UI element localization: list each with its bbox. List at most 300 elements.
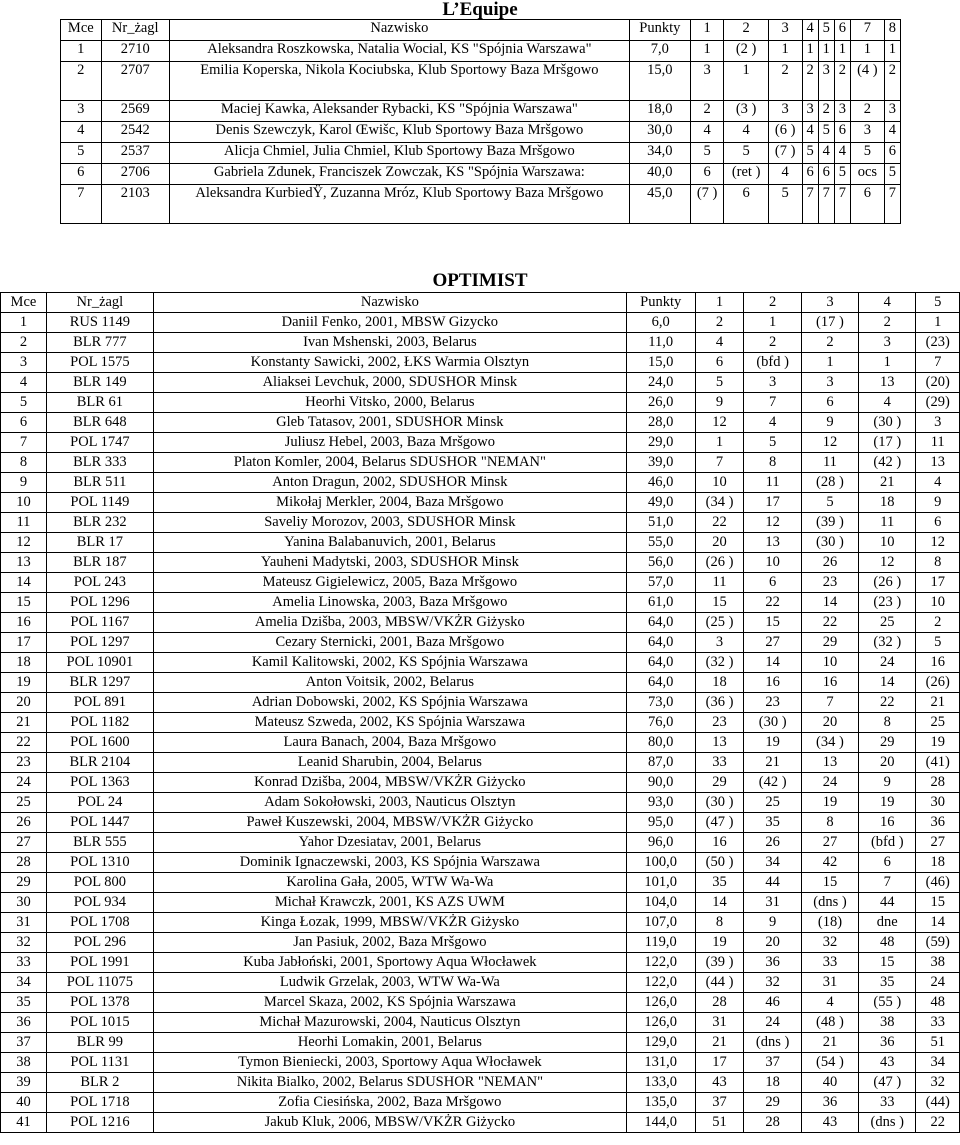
table-cell: 29 <box>1 873 47 893</box>
table-cell: 15 <box>916 893 960 913</box>
table-row <box>61 41 901 62</box>
table-cell: 6 <box>801 393 858 413</box>
table-cell: 36 <box>801 1093 858 1113</box>
table-cell: Michał Krawczk, 2001, KS AZS UWM <box>153 893 626 913</box>
table-cell: 22 <box>916 1113 960 1133</box>
table-cell: 3 <box>1 353 47 373</box>
table-cell: Emilia Koperska, Nikola Kociubska, Klub Sportowy Baza Mršgowo <box>169 62 629 101</box>
table-row <box>1 633 960 653</box>
table-cell: 90,0 <box>626 773 695 793</box>
table-cell: 35 <box>859 973 916 993</box>
table-cell: (bfd ) <box>859 833 916 853</box>
table-cell: POL 1600 <box>46 733 153 753</box>
table-cell: 21 <box>859 473 916 493</box>
table-cell: (44 ) <box>695 973 744 993</box>
table-cell: Dominik Ignaczewski, 2003, KS Spójnia Warszawa <box>153 853 626 873</box>
table-cell: 8 <box>916 553 960 573</box>
table-row <box>1 433 960 453</box>
table-cell: 12 <box>695 413 744 433</box>
table-row <box>1 753 960 773</box>
table-row <box>1 993 960 1013</box>
table-cell: POL 24 <box>46 793 153 813</box>
table-cell: 2 <box>744 333 801 353</box>
table-cell: 4 <box>1 373 47 393</box>
table-cell: Laura Banach, 2004, Baza Mršgowo <box>153 733 626 753</box>
table-cell: 28 <box>744 1113 801 1133</box>
table-cell: 1 <box>744 313 801 333</box>
table-cell: POL 934 <box>46 893 153 913</box>
table-cell: POL 296 <box>46 933 153 953</box>
table-cell: 36 <box>744 953 801 973</box>
table-cell: 9 <box>916 493 960 513</box>
table-cell: Kuba Jabłoński, 2001, Sportowy Aqua Włocławek <box>153 953 626 973</box>
table-cell: 3 <box>851 122 885 143</box>
table-cell: 6 <box>916 513 960 533</box>
table-cell: 23 <box>1 753 47 773</box>
table-cell: 2537 <box>101 143 169 164</box>
table-cell: 43 <box>801 1113 858 1133</box>
header-cell: Nazwisko <box>153 293 626 313</box>
table-cell: 2 <box>818 101 834 122</box>
table-cell: BLR 333 <box>46 453 153 473</box>
table-cell: Aliaksei Levchuk, 2000, SDUSHOR Minsk <box>153 373 626 393</box>
table-cell: 33 <box>859 1093 916 1113</box>
table-cell: (17 ) <box>801 313 858 333</box>
table-cell: 19 <box>916 733 960 753</box>
table-cell: POL 1447 <box>46 813 153 833</box>
table-cell: POL 1378 <box>46 993 153 1013</box>
table-cell: 18 <box>859 493 916 513</box>
header-cell: 1 <box>690 20 724 41</box>
table-cell: 3 <box>768 101 802 122</box>
table-row <box>1 1093 960 1113</box>
table-cell: 18 <box>1 653 47 673</box>
table-cell: 2 <box>768 62 802 101</box>
table-cell: 14 <box>1 573 47 593</box>
table-cell: Jan Pasiuk, 2002, Baza Mršgowo <box>153 933 626 953</box>
table-cell: 10 <box>801 653 858 673</box>
table-cell: 38 <box>859 1013 916 1033</box>
table-cell: 6,0 <box>626 313 695 333</box>
table-cell: (39 ) <box>801 513 858 533</box>
table-cell: Amelia Linowska, 2003, Baza Mršgowo <box>153 593 626 613</box>
table-cell: Adam Sokołowski, 2003, Nauticus Olsztyn <box>153 793 626 813</box>
header-cell: 4 <box>859 293 916 313</box>
header-row <box>61 20 901 41</box>
table-cell: 3 <box>61 101 102 122</box>
table-cell: 38 <box>916 953 960 973</box>
optimist-section-title: OPTIMIST <box>432 270 528 291</box>
table-cell: 7 <box>801 693 858 713</box>
table-cell: 1 <box>801 353 858 373</box>
table-row <box>61 164 901 185</box>
table-cell: 80,0 <box>626 733 695 753</box>
table-cell: 29 <box>744 1093 801 1113</box>
table-cell: 22 <box>801 613 858 633</box>
table-cell: 16 <box>744 673 801 693</box>
table-cell: 2542 <box>101 122 169 143</box>
table-cell: 1 <box>851 41 885 62</box>
table-cell: (26 ) <box>695 553 744 573</box>
table-row <box>1 413 960 433</box>
table-cell: 14 <box>744 653 801 673</box>
table-cell: 22 <box>744 593 801 613</box>
table-cell: 33 <box>801 953 858 973</box>
table-cell: 2 <box>61 62 102 101</box>
table-cell: BLR 61 <box>46 393 153 413</box>
table-cell: BLR 99 <box>46 1033 153 1053</box>
header-cell: 3 <box>801 293 858 313</box>
table-cell: (ret ) <box>724 164 768 185</box>
table-cell: POL 1363 <box>46 773 153 793</box>
table-cell: 12 <box>916 533 960 553</box>
table-cell: 20 <box>1 693 47 713</box>
table-cell: 3 <box>818 62 834 101</box>
table-cell: (18) <box>801 913 858 933</box>
table-cell: 51 <box>916 1033 960 1053</box>
table-row <box>1 813 960 833</box>
table-cell: Ivan Mshenski, 2003, Belarus <box>153 333 626 353</box>
table-cell: 26 <box>1 813 47 833</box>
table-cell: 133,0 <box>626 1073 695 1093</box>
table-row <box>1 533 960 553</box>
optimist-results-table <box>0 292 960 1133</box>
table-cell: 6 <box>690 164 724 185</box>
table-cell: (46) <box>916 873 960 893</box>
table-cell: (dns ) <box>859 1113 916 1133</box>
table-cell: (28 ) <box>801 473 858 493</box>
table-cell: 1 <box>834 41 850 62</box>
table-cell: 3 <box>834 101 850 122</box>
table-cell: (30 ) <box>801 533 858 553</box>
table-cell: 8 <box>1 453 47 473</box>
table-cell: 64,0 <box>626 613 695 633</box>
table-cell: 2 <box>834 62 850 101</box>
table-cell: 8 <box>801 813 858 833</box>
table-cell: BLR 17 <box>46 533 153 553</box>
table-cell: dne <box>859 913 916 933</box>
table-row <box>1 793 960 813</box>
table-cell: 20 <box>744 933 801 953</box>
table-cell: 122,0 <box>626 973 695 993</box>
table-cell: 48 <box>916 993 960 1013</box>
table-cell: 3 <box>690 62 724 101</box>
table-cell: Karolina Gała, 2005, WTW Wa-Wa <box>153 873 626 893</box>
table-cell: POL 1718 <box>46 1093 153 1113</box>
table-row <box>1 833 960 853</box>
table-cell: 6 <box>802 164 818 185</box>
table-cell: 13 <box>916 453 960 473</box>
table-cell: (36 ) <box>695 693 744 713</box>
table-cell: (dns ) <box>744 1033 801 1053</box>
table-cell: 7 <box>818 185 834 224</box>
table-cell: 31 <box>695 1013 744 1033</box>
table-cell: POL 891 <box>46 693 153 713</box>
table-cell: 17 <box>744 493 801 513</box>
table-cell: 4 <box>884 122 900 143</box>
table-cell: 18,0 <box>629 101 690 122</box>
table-cell: 6 <box>744 573 801 593</box>
table-cell: 4 <box>916 473 960 493</box>
table-cell: Konstanty Sawicki, 2002, ŁKS Warmia Olsztyn <box>153 353 626 373</box>
table-cell: 21 <box>695 1033 744 1053</box>
table-cell: (7 ) <box>690 185 724 224</box>
table-cell: 12 <box>859 553 916 573</box>
table-cell: 64,0 <box>626 633 695 653</box>
table-cell: 129,0 <box>626 1033 695 1053</box>
table-cell: Tymon Bieniecki, 2003, Sportowy Aqua Włocławek <box>153 1053 626 1073</box>
header-cell: 6 <box>834 20 850 41</box>
table-cell: 56,0 <box>626 553 695 573</box>
table-cell: (25 ) <box>695 613 744 633</box>
table-cell: (39 ) <box>695 953 744 973</box>
table-cell: (34 ) <box>695 493 744 513</box>
table-cell: 21 <box>744 753 801 773</box>
table-cell: 43 <box>859 1053 916 1073</box>
table-cell: 4 <box>768 164 802 185</box>
table-cell: (23 ) <box>859 593 916 613</box>
table-cell: (42 ) <box>859 453 916 473</box>
table-row <box>1 1013 960 1033</box>
table-cell: Mateusz Gigielewicz, 2005, Baza Mršgowo <box>153 573 626 593</box>
table-cell: Michał Mazurowski, 2004, Nauticus Olsztyn <box>153 1013 626 1033</box>
table-cell: 4 <box>818 143 834 164</box>
table-cell: 12 <box>801 433 858 453</box>
table-cell: Konrad Dzišba, 2004, MBSW/VKŻR Giżycko <box>153 773 626 793</box>
table-cell: 5 <box>884 164 900 185</box>
table-row <box>1 693 960 713</box>
table-cell: 14 <box>801 593 858 613</box>
table-cell: 44 <box>744 873 801 893</box>
table-cell: 73,0 <box>626 693 695 713</box>
table-row <box>1 553 960 573</box>
table-row <box>1 473 960 493</box>
table-row <box>1 673 960 693</box>
table-cell: 1 <box>768 41 802 62</box>
table-cell: 15 <box>1 593 47 613</box>
table-cell: 5 <box>834 164 850 185</box>
table-cell: 5 <box>768 185 802 224</box>
table-cell: 6 <box>695 353 744 373</box>
table-cell: 12 <box>1 533 47 553</box>
table-cell: 45,0 <box>629 185 690 224</box>
table-cell: 14 <box>695 893 744 913</box>
table-row <box>1 593 960 613</box>
table-cell: Heorhi Vitsko, 2000, Belarus <box>153 393 626 413</box>
table-cell: 19 <box>801 793 858 813</box>
table-cell: (29) <box>916 393 960 413</box>
table-cell: 61,0 <box>626 593 695 613</box>
table-cell: 135,0 <box>626 1093 695 1113</box>
table-cell: 24 <box>1 773 47 793</box>
table-cell: 32 <box>916 1073 960 1093</box>
table-cell: (3 ) <box>724 101 768 122</box>
table-cell: 107,0 <box>626 913 695 933</box>
table-cell: 1 <box>818 41 834 62</box>
table-cell: Kinga Łozak, 1999, MBSW/VKŻR Giżysko <box>153 913 626 933</box>
table-cell: 39 <box>1 1073 47 1093</box>
table-cell: (26) <box>916 673 960 693</box>
table-cell: 33 <box>1 953 47 973</box>
table-cell: RUS 1149 <box>46 313 153 333</box>
table-cell: 37 <box>1 1033 47 1053</box>
table-cell: BLR 2104 <box>46 753 153 773</box>
table-cell: 21 <box>801 1033 858 1053</box>
table-cell: 10 <box>1 493 47 513</box>
table-cell: 3 <box>859 333 916 353</box>
table-cell: 8 <box>744 453 801 473</box>
table-cell: 13 <box>1 553 47 573</box>
table-cell: 5 <box>1 393 47 413</box>
table-cell: 32 <box>801 933 858 953</box>
table-cell: 36 <box>859 1033 916 1053</box>
table-cell: Yahor Dzesiatav, 2001, Belarus <box>153 833 626 853</box>
table-cell: 6 <box>884 143 900 164</box>
table-cell: 30 <box>916 793 960 813</box>
table-cell: 126,0 <box>626 1013 695 1033</box>
table-cell: Amelia Dzišba, 2003, MBSW/VKŻR Giżysko <box>153 613 626 633</box>
table-cell: 104,0 <box>626 893 695 913</box>
table-cell: POL 1747 <box>46 433 153 453</box>
table-cell: (30 ) <box>695 793 744 813</box>
table-cell: 29 <box>859 733 916 753</box>
table-cell: 32 <box>1 933 47 953</box>
table-cell: 30,0 <box>629 122 690 143</box>
table-cell: 48 <box>859 933 916 953</box>
table-row <box>1 613 960 633</box>
table-cell: 11 <box>744 473 801 493</box>
table-cell: 5 <box>724 143 768 164</box>
table-cell: 11 <box>916 433 960 453</box>
table-cell: 40,0 <box>629 164 690 185</box>
table-cell: 24 <box>916 973 960 993</box>
table-cell: 2 <box>801 333 858 353</box>
table-cell: 2569 <box>101 101 169 122</box>
table-cell: (4 ) <box>851 62 885 101</box>
table-cell: 19 <box>695 933 744 953</box>
table-cell: POL 10901 <box>46 653 153 673</box>
table-cell: (34 ) <box>801 733 858 753</box>
table-cell: (44) <box>916 1093 960 1113</box>
table-cell: Aleksandra Roszkowska, Natalia Wocial, KS "Spójnia Warszawa" <box>169 41 629 62</box>
table-cell: 7 <box>695 453 744 473</box>
table-cell: 29 <box>695 773 744 793</box>
table-cell: 16 <box>916 653 960 673</box>
header-cell: Punkty <box>629 20 690 41</box>
table-cell: Yauheni Madytski, 2003, SDUSHOR Minsk <box>153 553 626 573</box>
header-cell: 5 <box>916 293 960 313</box>
table-cell: (32 ) <box>695 653 744 673</box>
table-cell: POL 243 <box>46 573 153 593</box>
table-row <box>1 973 960 993</box>
table-cell: 51 <box>695 1113 744 1133</box>
table-cell: BLR 1297 <box>46 673 153 693</box>
table-cell: 38 <box>1 1053 47 1073</box>
table-cell: 144,0 <box>626 1113 695 1133</box>
table-cell: 3 <box>884 101 900 122</box>
table-cell: POL 800 <box>46 873 153 893</box>
table-cell: 17 <box>1 633 47 653</box>
table-cell: 1 <box>884 41 900 62</box>
table-cell: (20) <box>916 373 960 393</box>
table-cell: 18 <box>695 673 744 693</box>
table-row <box>61 101 901 122</box>
table-cell: 11 <box>801 453 858 473</box>
table-cell: 10 <box>916 593 960 613</box>
table-cell: 7 <box>859 873 916 893</box>
table-cell: 27 <box>1 833 47 853</box>
table-row <box>1 893 960 913</box>
table-cell: 2 <box>695 313 744 333</box>
table-cell: 1 <box>695 433 744 453</box>
table-row <box>61 143 901 164</box>
table-cell: Saveliy Morozov, 2003, SDUSHOR Minsk <box>153 513 626 533</box>
table-cell: 16 <box>801 673 858 693</box>
table-row <box>1 953 960 973</box>
table-cell: 2 <box>802 62 818 101</box>
table-cell: 37 <box>744 1053 801 1073</box>
table-cell: 31 <box>801 973 858 993</box>
table-cell: 16 <box>1 613 47 633</box>
table-cell: 5 <box>851 143 885 164</box>
table-cell: 4 <box>834 143 850 164</box>
table-cell: 37 <box>695 1093 744 1113</box>
table-cell: (59) <box>916 933 960 953</box>
table-cell: 31 <box>744 893 801 913</box>
table-row <box>1 353 960 373</box>
table-cell: 32 <box>744 973 801 993</box>
table-cell: 4 <box>724 122 768 143</box>
table-cell: 6 <box>1 413 47 433</box>
table-cell: BLR 2 <box>46 1073 153 1093</box>
table-row <box>1 653 960 673</box>
table-cell: BLR 232 <box>46 513 153 533</box>
table-cell: 7 <box>61 185 102 224</box>
table-cell: Platon Komler, 2004, Belarus SDUSHOR "NEMAN" <box>153 453 626 473</box>
table-cell: Mateusz Szweda, 2002, KS Spójnia Warszawa <box>153 713 626 733</box>
table-cell: 2707 <box>101 62 169 101</box>
table-row <box>1 573 960 593</box>
table-row <box>61 62 901 101</box>
table-cell: POL 1575 <box>46 353 153 373</box>
table-cell: Heorhi Lomakin, 2001, Belarus <box>153 1033 626 1053</box>
table-row <box>1 313 960 333</box>
table-cell: 13 <box>744 533 801 553</box>
table-cell: 25 <box>1 793 47 813</box>
table-cell: 9 <box>859 773 916 793</box>
table-cell: 31 <box>1 913 47 933</box>
table-cell: Zofia Ciesińska, 2002, Baza Mršgowo <box>153 1093 626 1113</box>
table-cell: (26 ) <box>859 573 916 593</box>
table-cell: 27 <box>801 833 858 853</box>
table-cell: 3 <box>802 101 818 122</box>
table-cell: Nikita Bialko, 2002, Belarus SDUSHOR "NEMAN" <box>153 1073 626 1093</box>
table-cell: 11 <box>859 513 916 533</box>
header-cell: Mce <box>61 20 102 41</box>
table-cell: 18 <box>744 1073 801 1093</box>
table-row <box>1 1113 960 1133</box>
table-cell: (7 ) <box>768 143 802 164</box>
table-cell: Anton Voitsik, 2002, Belarus <box>153 673 626 693</box>
table-cell: BLR 555 <box>46 833 153 853</box>
table-row <box>1 773 960 793</box>
table-cell: 15 <box>695 593 744 613</box>
table-cell: 25 <box>916 713 960 733</box>
table-cell: POL 1991 <box>46 953 153 973</box>
table-cell: (30 ) <box>744 713 801 733</box>
table-cell: ocs <box>851 164 885 185</box>
table-cell: Kamil Kalitowski, 2002, KS Spójnia Warszawa <box>153 653 626 673</box>
